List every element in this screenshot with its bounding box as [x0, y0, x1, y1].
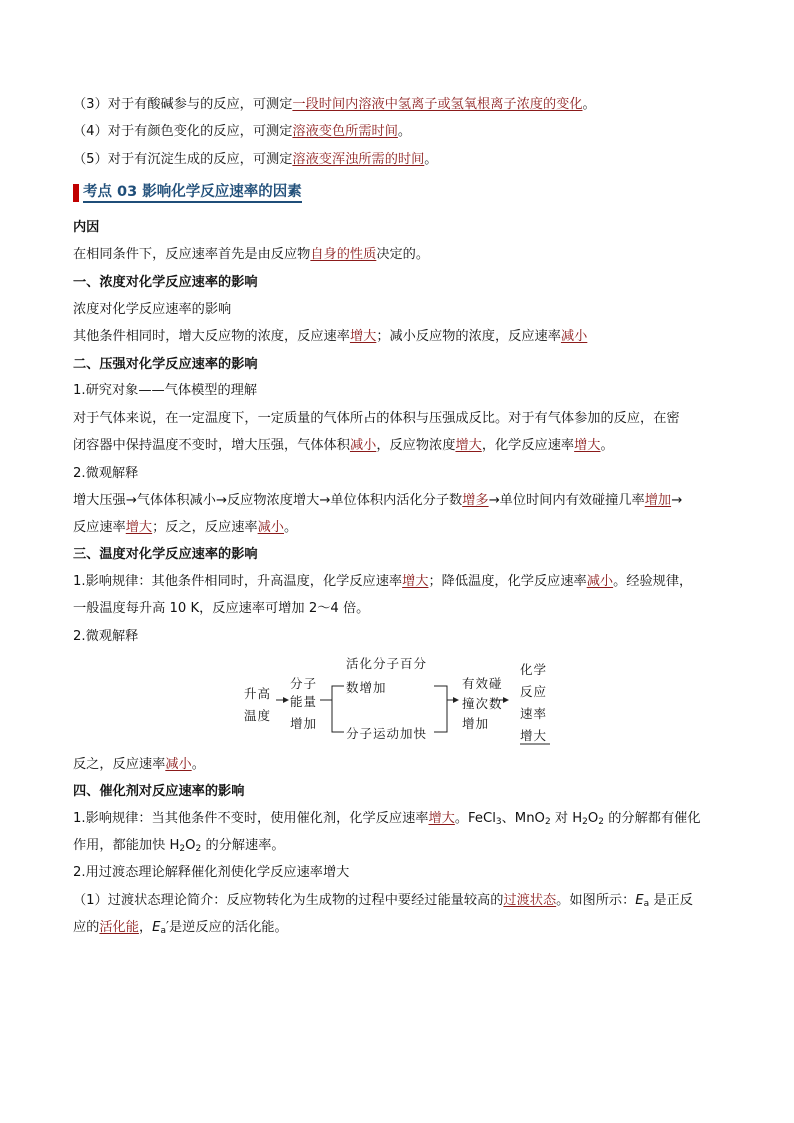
text: 。经验规律，: [613, 574, 693, 589]
text: 1.影响规律：其他条件相同时，升高温度，化学反应速率: [73, 574, 403, 589]
text: 对 H: [550, 811, 583, 826]
subscript: 2: [195, 844, 202, 854]
answer-text: 增多: [462, 493, 489, 508]
temperature-mechanism-diagram: [240, 654, 560, 750]
text-line: 2.微观解释: [73, 629, 139, 644]
node-temperature: 温度: [244, 708, 272, 723]
text: ；反之，反应速率: [152, 520, 258, 535]
text: 反之，反应速率: [73, 757, 166, 772]
answer-text: 减小: [560, 329, 588, 344]
text: 。如图所示：: [556, 893, 636, 908]
node-raise: 升高: [244, 686, 272, 701]
symbol-E: E: [635, 893, 644, 908]
text: 。: [600, 438, 614, 453]
text-line: [73, 437, 614, 455]
node-rate: 速率: [520, 706, 548, 721]
answer-text: 增大: [428, 811, 455, 826]
node-molecule: 分子: [290, 676, 318, 691]
answer-text: 减小: [349, 438, 377, 453]
heading-part1: 一、浓度对化学反应速率的影响: [73, 275, 258, 290]
text: 。: [284, 520, 298, 535]
subscript: 2: [544, 817, 551, 827]
text: 增大压强→气体体积减小→反应物浓度增大→单位体积内活化分子数: [73, 493, 463, 508]
text: 决定的。: [376, 247, 430, 262]
node-motion-faster: 分子运动加快: [346, 726, 428, 741]
heading-marker: [73, 184, 79, 202]
answer-text: 溶液变浑浊所需的时间: [292, 152, 425, 167]
text-line: 对于气体来说，在一定温度下，一定质量的气体所占的体积与压强成反比。对于有气体参加的反应，在密: [73, 411, 680, 426]
text-line: [73, 892, 693, 910]
subscript: a: [643, 899, 650, 909]
text: 。: [191, 757, 205, 772]
heading-part2: 二、压强对化学反应速率的影响: [73, 357, 258, 372]
answer-text: 减小: [165, 757, 192, 772]
text-line: 一般温度每升高 10 K，反应速率可增加 2～4 倍。: [73, 601, 370, 616]
answer-text: 增加: [644, 493, 672, 508]
text-line: [73, 919, 288, 937]
node-collision-increase: 增加: [462, 716, 490, 731]
text-line: 2.微观解释: [73, 466, 139, 481]
text: ；减小反应物的浓度，反应速率: [376, 329, 561, 344]
subscript: 3: [495, 817, 502, 827]
text: （5）对于有沉淀生成的反应，可测定: [73, 152, 293, 167]
text-line: [73, 756, 205, 774]
text-line: 2.用过渡态理论解释催化剂使化学反应速率增大: [73, 865, 350, 880]
node-increased: 增大: [520, 728, 548, 743]
heading-neiyin: 内因: [73, 220, 100, 235]
subscript: a: [160, 926, 166, 936]
text: ′是逆反应的活化能。: [165, 920, 288, 935]
symbol-E: E: [152, 920, 161, 935]
text: 的分解都有催化: [604, 811, 701, 826]
node-increase: 增加: [290, 716, 318, 731]
text: 应的: [73, 920, 100, 935]
answer-text: 增大: [402, 574, 429, 589]
text-line: [73, 810, 701, 828]
text: （4）对于有颜色变化的反应，可测定: [73, 124, 293, 139]
text-line: [73, 151, 437, 169]
answer-text: 溶液变色所需时间: [292, 124, 398, 139]
subscript: 2: [582, 817, 588, 827]
answer-text: 增大: [455, 438, 482, 453]
text-line: 浓度对化学反应速率的影响: [73, 302, 232, 317]
heading-part3: 三、温度对化学反应速率的影响: [73, 547, 258, 562]
text: 的分解速率。: [201, 838, 285, 853]
text: 闭容器中保持温度不变时，增大压强，气体体积: [73, 438, 350, 453]
text: 。FeCl: [454, 811, 496, 826]
text: →: [671, 493, 683, 508]
answer-text: 减小: [257, 520, 284, 535]
node-collision-count: 撞次数: [462, 696, 503, 711]
text: 1.影响规律：当其他条件不变时，使用催化剂，化学反应速率: [73, 811, 429, 826]
node-energy: 能量: [290, 694, 318, 709]
text: 。: [424, 152, 438, 167]
node-activated-percent: 活化分子百分: [346, 656, 428, 671]
text: ；降低温度，化学反应速率: [428, 574, 587, 589]
text: ，: [138, 920, 153, 935]
subscript: 2: [179, 844, 186, 854]
text-line: [73, 837, 285, 855]
subscript: 2: [598, 817, 605, 827]
answer-text: 增大: [125, 520, 153, 535]
text: （3）对于有酸碱参与的反应，可测定: [73, 97, 293, 112]
answer-text: 过渡状态: [503, 893, 557, 908]
text-line: [73, 246, 429, 264]
text: 在相同条件下，反应速率首先是由反应物: [73, 247, 311, 262]
text-line: [73, 328, 587, 346]
answer-text: 减小: [586, 574, 614, 589]
answer-text: 活化能: [99, 920, 139, 935]
heading-part4: 四、催化剂对反应速率的影响: [73, 784, 245, 799]
text: 反应速率: [73, 520, 126, 535]
text-line: [73, 96, 596, 114]
text: ，反应物浓度: [376, 438, 456, 453]
text: 、MnO: [501, 811, 545, 826]
node-activated-increase: 数增加: [346, 680, 387, 695]
answer-text: 增大: [349, 329, 377, 344]
text: 其他条件相同时，增大反应物的浓度，反应速率: [73, 329, 350, 344]
text-line: 1.研究对象——气体模型的理解: [73, 383, 258, 398]
answer-text: 一段时间内溶液中氢离子或氢氧根离子浓度的变化: [292, 97, 583, 112]
text: 。: [397, 124, 412, 139]
node-chemical: 化学: [520, 662, 548, 677]
text: （1）过渡状态理论简介：反应物转化为生成物的过程中要经过能量较高的: [73, 893, 504, 908]
node-reaction: 反应: [520, 684, 548, 699]
text: 。: [582, 97, 596, 112]
section-heading: [73, 182, 302, 204]
text-line: [73, 123, 411, 141]
text: 是正反: [649, 893, 693, 908]
text: O: [185, 838, 196, 853]
text: ，化学反应速率: [481, 438, 575, 453]
text: →单位时间内有效碰撞几率: [488, 493, 645, 508]
section-title: 考点 03 影响化学反应速率的因素: [83, 183, 302, 203]
text-line: [73, 573, 692, 591]
answer-text: 增大: [574, 438, 601, 453]
text: O: [587, 811, 599, 826]
text-line: [73, 492, 682, 510]
node-effective-collision: 有效碰: [462, 676, 503, 691]
text: 作用，都能加快 H: [73, 838, 180, 853]
answer-text: 自身的性质: [310, 247, 377, 262]
text-line: [73, 519, 297, 537]
